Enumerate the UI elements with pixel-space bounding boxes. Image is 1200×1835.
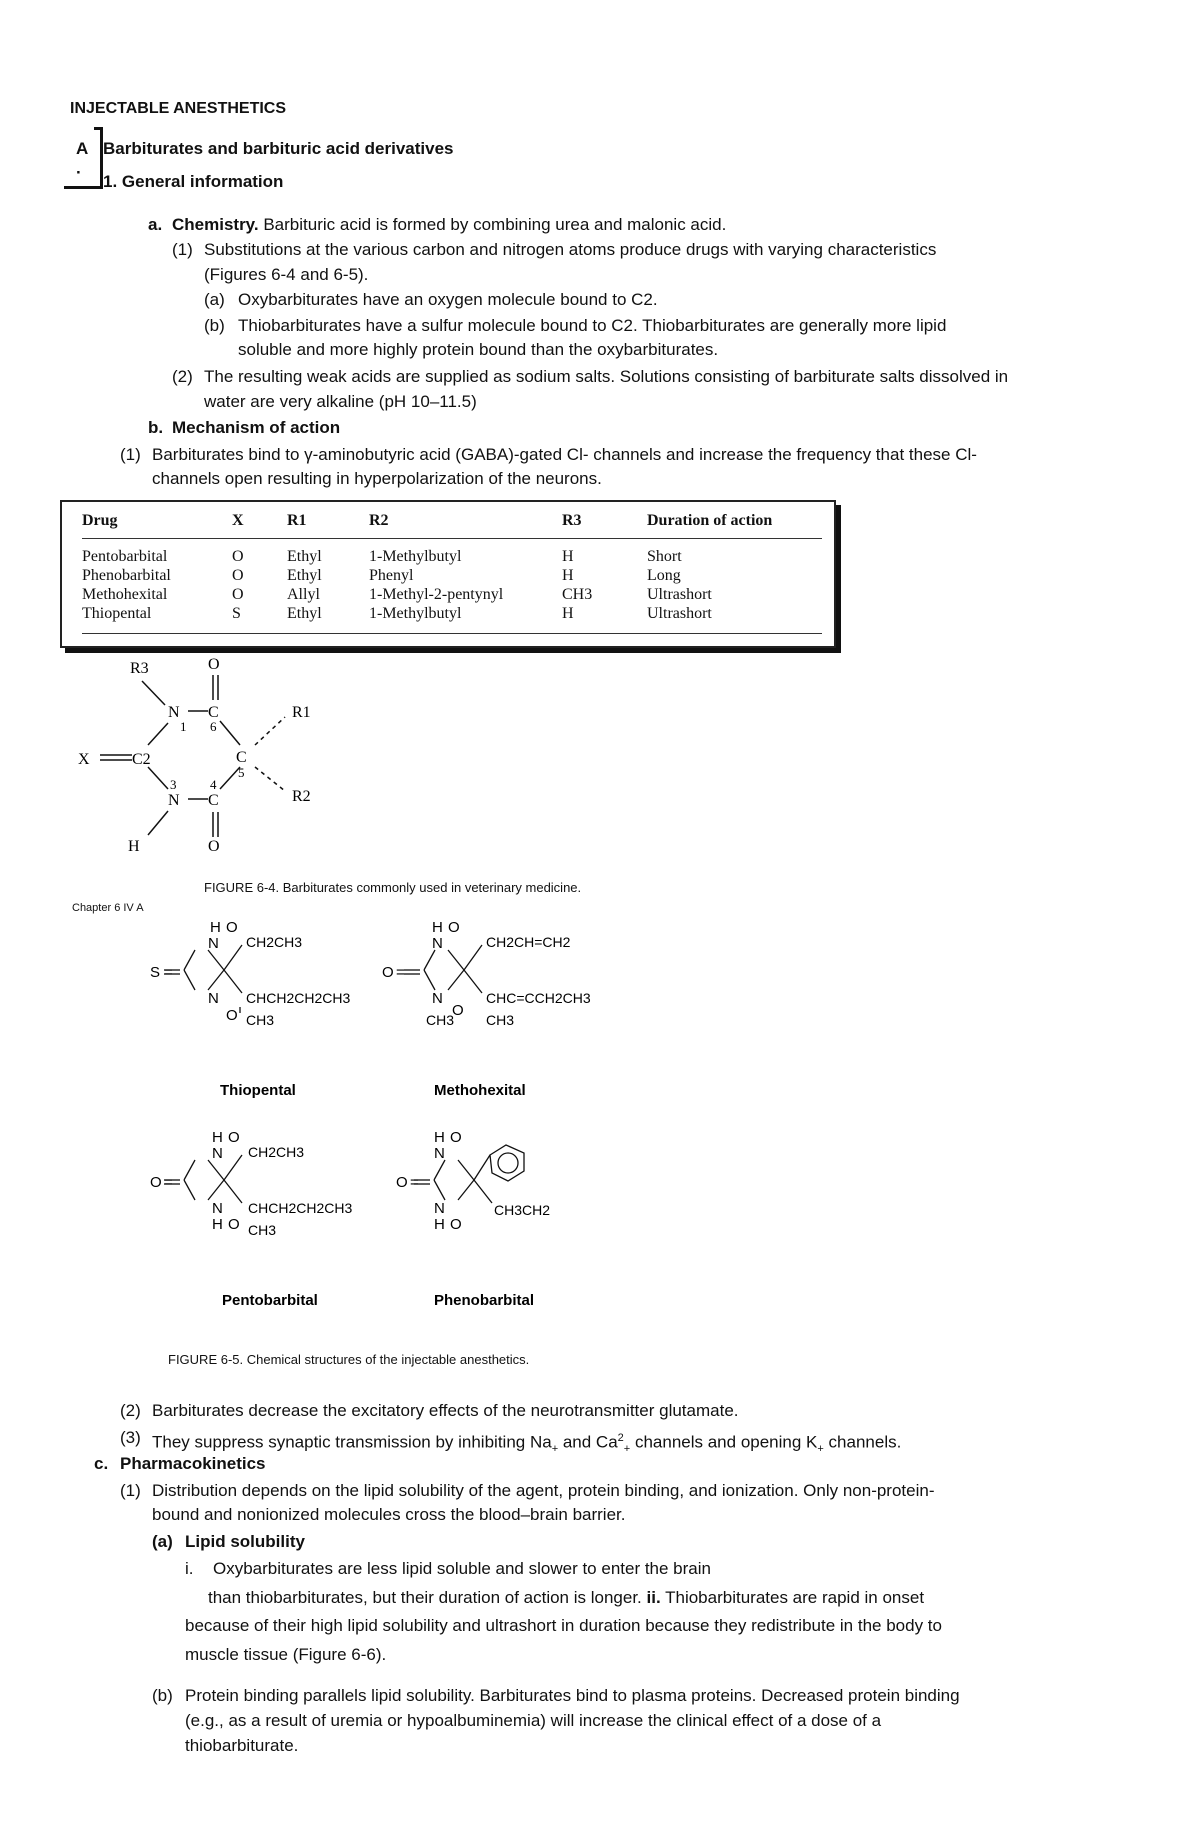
more-p3-num: (3) <box>120 1428 141 1447</box>
label-h: H <box>128 838 140 855</box>
pk-i-line1: Oxybarbiturates are less lipid soluble and slower to enter the brain <box>213 1559 711 1578</box>
label-num-5: 5 <box>238 765 245 780</box>
label-r3: R3 <box>130 660 149 677</box>
pentobarbital-r2a: CHCH2CH2CH3 <box>248 1200 353 1216</box>
table-row <box>82 585 822 604</box>
table-cell: 1-Methylbutyl <box>369 548 462 565</box>
label-r1: R1 <box>292 704 311 721</box>
methohexital-r2b: CH3 <box>486 1012 515 1028</box>
col-r1: R1 <box>287 510 369 539</box>
pk-i-line2 <box>208 1587 924 1609</box>
table-cell: 1-Methylbutyl <box>369 604 562 634</box>
table-cell: Ethyl <box>287 548 322 565</box>
pk-p1-line2: bound and nonionized molecules cross the blood–brain barrier. <box>152 1505 626 1524</box>
label-r2: R2 <box>292 788 311 805</box>
o-atom: O <box>226 919 238 936</box>
svg-text:O: O <box>150 1174 162 1191</box>
chem-p2-line2: water are very alkaline (pH 10–11.5) <box>204 392 477 411</box>
label-n1: N <box>168 704 180 721</box>
mech-head: Mechanism of action <box>172 418 341 437</box>
svg-text:N: N <box>208 990 219 1007</box>
pk-p1-line1: Distribution depends on the lipid solubility of the agent, protein binding, and ionization. Only non-protein- <box>152 1481 935 1500</box>
methohexital-nme: CH3 <box>426 1012 455 1028</box>
svg-text:S: S <box>150 964 161 981</box>
pk-i-line2a: than thiobarbiturates, but their duration of action is longer. <box>208 1588 642 1607</box>
col-r3: R3 <box>562 510 647 539</box>
table-cell: Ethyl <box>287 604 369 634</box>
methohexital-r1: CH2CH=CH2 <box>486 934 571 950</box>
mech-label: b. <box>148 418 164 437</box>
label-n3: N <box>168 792 180 809</box>
table-cell: Ultrashort <box>647 586 712 603</box>
pk-pb-line2: (e.g., as a result of uremia or hypoalbuminemia) will increase the clinical effect of a dose of a <box>185 1711 882 1730</box>
pk-label: c. <box>94 1454 109 1473</box>
pk-pb-line1: Protein binding parallels lipid solubility. Barbiturates bind to plasma proteins. Decreased protein binding <box>185 1686 960 1705</box>
label-c6: C <box>208 704 219 721</box>
more-p3-e: + <box>623 1443 631 1456</box>
pentobarbital-structure <box>150 1129 352 1309</box>
svg-text:O: O <box>382 964 394 981</box>
mech-p1-num: (1) <box>120 445 141 464</box>
chem-pa-text: Oxybarbiturates have an oxygen molecule bound to C2. <box>238 290 658 309</box>
svg-text:=: = <box>410 1174 419 1191</box>
label-num-3: 3 <box>170 777 177 792</box>
pk-pb-line3: thiobarbiturate. <box>185 1736 299 1755</box>
col-x: X <box>232 510 287 539</box>
svg-text:O: O <box>448 919 460 936</box>
more-p3-d: 2 <box>617 1432 624 1444</box>
pk-i-line2b: Thiobarbiturates are rapid in onset <box>665 1588 925 1607</box>
chem-p1-line1: Substitutions at the various carbon and nitrogen atoms produce drugs with varying characteristics <box>204 240 937 259</box>
chapter-note: Chapter 6 IV A <box>72 902 144 914</box>
chem-p2-line1: The resulting weak acids are supplied as sodium salts. Solutions consisting of barbiturate salts dissolved in <box>204 367 1009 386</box>
svg-text:O: O <box>228 1129 240 1146</box>
table-cell: Phenyl <box>369 567 414 584</box>
pentobarbital-r2b: CH3 <box>248 1222 277 1238</box>
table-cell: Allyl <box>287 586 320 603</box>
more-p2-text: Barbiturates decrease the excitatory effects of the neurotransmitter glutamate. <box>152 1401 739 1420</box>
col-drug: Drug <box>82 510 232 539</box>
label-x: X <box>78 751 90 768</box>
col-duration: Duration of action <box>647 510 822 539</box>
svg-text:N: N <box>434 1145 445 1162</box>
section-letter: A <box>76 139 89 158</box>
drug-table <box>82 510 822 634</box>
svg-text:=: = <box>164 1174 173 1191</box>
col-r2: R2 <box>369 510 562 539</box>
table-cell: O <box>232 567 244 584</box>
chem-pb-line2: soluble and more highly protein bound than the oxybarbiturates. <box>238 340 719 359</box>
table-cell: Ethyl <box>287 567 322 584</box>
svg-text:N: N <box>212 1145 223 1162</box>
svg-text:O: O <box>226 1007 238 1024</box>
svg-text:=: = <box>164 964 173 981</box>
section-title: Barbiturates and barbituric acid derivatives <box>103 139 454 158</box>
table-row <box>82 539 822 567</box>
thiopental-r1: CH2CH3 <box>246 934 303 950</box>
more-p3-b: + <box>551 1443 559 1456</box>
pk-p1-num: (1) <box>120 1481 141 1500</box>
label-c2: C2 <box>132 751 151 768</box>
phenobarbital-structure <box>396 1129 550 1309</box>
phenobarbital-r1: CH3CH2 <box>494 1202 551 1218</box>
section-dot: · <box>76 163 82 182</box>
pentobarbital-name: Pentobarbital <box>222 1292 318 1309</box>
table-cell: Phenobarbital <box>82 567 171 584</box>
svg-text:N: N <box>434 1200 445 1217</box>
table-cell: H <box>562 604 647 634</box>
pk-pa-head: Lipid solubility <box>185 1532 305 1551</box>
svg-text:O: O <box>452 1002 464 1019</box>
pk-ii-label: ii. <box>646 1588 661 1607</box>
thiopental-structure <box>150 919 350 1099</box>
svg-text:O: O <box>450 1129 462 1146</box>
thiopental-name: Thiopental <box>220 1082 296 1099</box>
label-num-4: 4 <box>210 777 217 792</box>
more-p3-g: + <box>817 1443 824 1456</box>
table-cell: Ultrashort <box>647 604 822 634</box>
table-cell: S <box>232 604 287 634</box>
chem-p1-num: (1) <box>172 240 193 259</box>
svg-text:O: O <box>450 1216 462 1233</box>
label-num-1: 1 <box>180 719 187 734</box>
table-cell: O <box>232 586 244 603</box>
page-title: INJECTABLE ANESTHETICS <box>70 100 287 117</box>
barbiturate-general-structure <box>70 655 350 855</box>
thiopental-r2a: CHCH2CH2CH3 <box>246 990 351 1006</box>
svg-text:H: H <box>210 919 221 936</box>
svg-text:N: N <box>432 935 443 952</box>
svg-text:N: N <box>208 935 219 952</box>
table-header-row <box>82 510 822 539</box>
pk-pb-num: (b) <box>152 1686 173 1705</box>
label-num-6: 6 <box>210 719 217 734</box>
table-cell: Short <box>647 548 682 565</box>
mech-p1-line2: channels open resulting in hyperpolarization of the neurons. <box>152 469 602 488</box>
label-c4: C <box>208 792 219 809</box>
table-row <box>82 566 822 585</box>
more-p3-f: channels and opening K <box>630 1432 818 1452</box>
table-cell: Long <box>647 567 681 584</box>
svg-text:H: H <box>434 1129 445 1146</box>
chem-pb-num: (b) <box>204 316 225 335</box>
pk-i-line4: muscle tissue (Figure 6-6). <box>185 1645 387 1664</box>
more-p3-a: They suppress synaptic transmission by inhibiting Na <box>152 1432 552 1452</box>
chem-text: Barbituric acid is formed by combining urea and malonic acid. <box>263 215 727 234</box>
svg-text:H: H <box>432 919 443 936</box>
more-p3-c: and Ca <box>558 1432 618 1452</box>
label-o-bottom: O <box>208 838 220 855</box>
pk-i-label: i. <box>185 1559 194 1578</box>
phenobarbital-name: Phenobarbital <box>434 1292 535 1309</box>
svg-text:=: = <box>396 964 405 981</box>
svg-text:H: H <box>212 1129 223 1146</box>
label-o-top: O <box>208 656 220 673</box>
figure-6-4-caption: FIGURE 6-4. Barbiturates commonly used in veterinary medicine. <box>204 880 582 895</box>
drug-table-frame <box>60 500 836 648</box>
svg-text:N: N <box>432 990 443 1007</box>
methohexital-structure <box>382 919 591 1099</box>
chem-pb-line1: Thiobarbiturates have a sulfur molecule bound to C2. Thiobarbiturates are generally more lipid <box>238 316 947 335</box>
mech-p1-line1: Barbiturates bind to γ-aminobutyric acid (GABA)-gated Cl- channels and increase the frequency that these Cl- <box>152 445 977 464</box>
pk-i-line3: because of their high lipid solubility and ultrashort in duration because they redistribute in the body to <box>185 1616 942 1635</box>
chem-pa-num: (a) <box>204 290 225 309</box>
table-cell: H <box>562 548 574 565</box>
chem-p1-line2: (Figures 6-4 and 6-5). <box>204 265 369 284</box>
more-p3-h: channels. <box>823 1432 902 1452</box>
methohexital-r2a: CHC=CCH2CH3 <box>486 990 591 1006</box>
table-cell: O <box>232 548 244 565</box>
table-cell: CH3 <box>562 586 593 603</box>
chem-line <box>172 214 726 236</box>
chem-head: Chemistry. <box>172 215 259 234</box>
pk-head: Pharmacokinetics <box>120 1454 266 1473</box>
figure-6-5-caption: FIGURE 6-5. Chemical structures of the injectable anesthetics. <box>168 1352 530 1367</box>
thiopental-r2b: CH3 <box>246 1012 275 1028</box>
injectable-anesthetics-structures <box>150 915 660 1315</box>
svg-text:O: O <box>228 1216 240 1233</box>
svg-text:N: N <box>212 1200 223 1217</box>
table-row <box>82 604 822 634</box>
svg-text:O: O <box>396 1174 408 1191</box>
table-cell: Pentobarbital <box>82 548 168 565</box>
methohexital-name: Methohexital <box>434 1082 526 1099</box>
subsection-title: 1. General information <box>103 172 284 191</box>
table-cell: Thiopental <box>82 604 232 634</box>
table-cell: Methohexital <box>82 586 168 603</box>
chem-label: a. <box>148 215 163 234</box>
table-cell: H <box>562 567 574 584</box>
label-c5: C <box>236 749 247 766</box>
svg-text:H: H <box>212 1216 223 1233</box>
pentobarbital-r1: CH2CH3 <box>248 1144 305 1160</box>
pk-pa-num: (a) <box>152 1532 173 1551</box>
svg-text:H: H <box>434 1216 445 1233</box>
more-p2-num: (2) <box>120 1401 141 1420</box>
chem-p2-num: (2) <box>172 367 193 386</box>
table-cell: 1-Methyl-2-pentynyl <box>369 586 504 603</box>
